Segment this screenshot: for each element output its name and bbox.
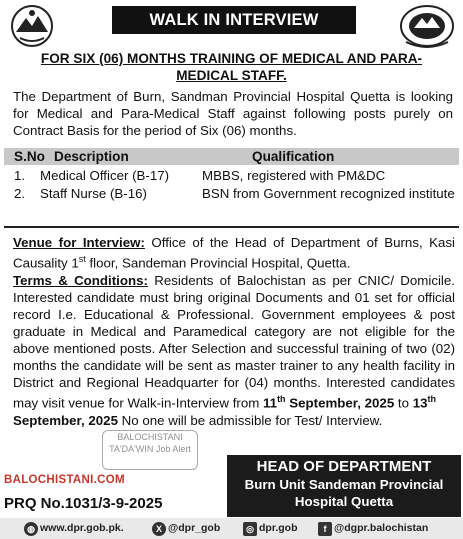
x-icon: X bbox=[152, 522, 166, 536]
site-watermark: BALOCHISTANI.COM bbox=[4, 474, 125, 486]
instagram-icon: ◎ bbox=[243, 522, 257, 536]
header-qualification: Qualification bbox=[252, 149, 335, 164]
header-sno: S.No bbox=[14, 149, 45, 164]
job-alert-stamp: BALOCHISTANI TA'DA'WIN Job Alert bbox=[102, 430, 198, 470]
footer-instagram[interactable]: ◎ dpr.gob bbox=[243, 521, 298, 536]
facebook-icon: f bbox=[318, 522, 332, 536]
table-header bbox=[4, 148, 459, 165]
table-row: 1. Medical Officer (B-17) MBBS, registered with PM&DC bbox=[14, 168, 386, 183]
footer-website[interactable]: ◍ www.dpr.gob.pk. bbox=[24, 521, 124, 536]
footer-bar bbox=[0, 518, 463, 539]
table-bottom-rule bbox=[4, 226, 459, 228]
terms-label: Terms & Conditions: bbox=[13, 272, 148, 288]
footer-facebook[interactable]: f @dgpr.balochistan bbox=[318, 521, 428, 536]
page-subtitle: FOR SIX (06) MONTHS TRAINING OF MEDICAL AND PARA- MEDICAL STAFF. bbox=[40, 51, 423, 83]
government-seal-logo bbox=[398, 4, 456, 50]
balochistan-emblem-logo bbox=[6, 4, 58, 50]
prq-number: PRQ No.1031/3-9-2025 bbox=[4, 495, 163, 512]
walk-in-interview-banner: WALK IN INTERVIEW bbox=[112, 6, 356, 34]
header-description: Description bbox=[54, 149, 129, 164]
table-row: 2. Staff Nurse (B-16) BSN from Government recognized institute bbox=[14, 186, 455, 201]
globe-icon: ◍ bbox=[24, 522, 38, 536]
intro-paragraph: The Department of Burn, Sandman Provincial Hospital Quetta is looking for Medical and Para-Medical Staff against following posts purely on Contract Basis for the period of Six (06) months. bbox=[13, 89, 453, 138]
venue-label: Venue for Interview: bbox=[13, 235, 145, 250]
venue-and-terms: Venue for Interview: Office of the Head of Department of Burns, Kasi Causality 1st floor, Sandeman Provincial Hospital, Quetta. Terms & Conditions: Residents of Balochistan as per CNIC/ Domicile. Interested candidate must bring original Documents and 01 set for official record I.e. Educational & Professional. Government employees & post graduate in Medical and Paramedical category are not eligible for the above mentioned posts. After Selection and successful training of two (02) months the candidate will be sent as master trainer to any health facility in District and Regional Headquarter for (04) months. Interested candidates may visit venue for Walk-in-Interview from 11th September, 2025 to 13th September, 2025 No one will be admissible for Test/ Interview. bbox=[13, 235, 455, 428]
footer-x-handle[interactable]: X @dpr_gob bbox=[152, 521, 220, 536]
head-of-department-box: HEAD OF DEPARTMENT Burn Unit Sandeman Provincial Hospital Quetta bbox=[227, 455, 461, 517]
